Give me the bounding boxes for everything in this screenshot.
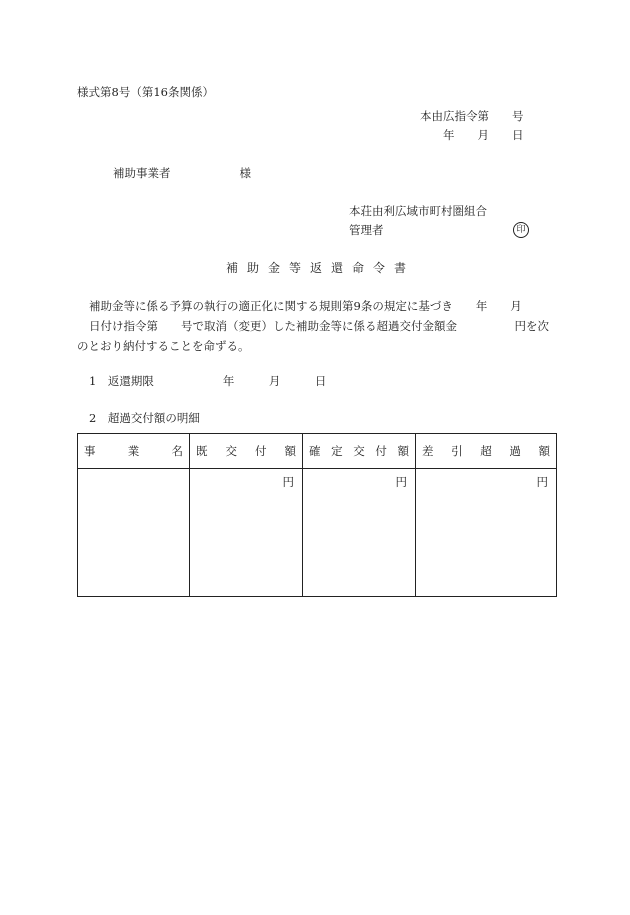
- detail-heading: 2 超過交付額の明細: [89, 411, 200, 425]
- header-project-name: 事業名: [78, 434, 190, 469]
- cell-project-name: [78, 469, 190, 597]
- body-paragraph: [77, 296, 557, 356]
- issuer-role: 管理者: [349, 223, 384, 237]
- document-title: 補助金等返還命令書: [226, 261, 416, 275]
- seal-icon: 印: [513, 222, 529, 238]
- table-header-row: [78, 434, 557, 469]
- issue-date: 年 月 日: [443, 128, 524, 142]
- detail-table: [77, 433, 557, 597]
- issuer-organization: 本荘由利広域市町村圏組合: [349, 204, 487, 218]
- cell-excess-amount: 円: [416, 469, 557, 597]
- body-line-3: のとおり納付することを命ずる。: [77, 339, 250, 353]
- header-granted-amount: 既交付額: [190, 434, 303, 469]
- cell-confirmed-amount: 円: [303, 469, 416, 597]
- return-deadline: 1 返還期限 年 月 日: [89, 374, 327, 388]
- header-confirmed-amount: 確定交付額: [303, 434, 416, 469]
- document-number: 本由広指令第 号: [420, 109, 524, 123]
- body-line-1: 補助金等に係る予算の執行の適正化に関する規則第9条の規定に基づき 年 月: [89, 299, 522, 313]
- form-number: 様式第8号（第16条関係）: [77, 85, 214, 99]
- body-line-2: 日付け指令第 号で取消（変更）した補助金等に係る超過交付金額金 円を次: [89, 319, 549, 333]
- header-excess-amount: 差引超過額: [416, 434, 557, 469]
- addressee: 補助事業者 様: [113, 166, 251, 180]
- cell-granted-amount: 円: [190, 469, 303, 597]
- table-row: [78, 469, 557, 597]
